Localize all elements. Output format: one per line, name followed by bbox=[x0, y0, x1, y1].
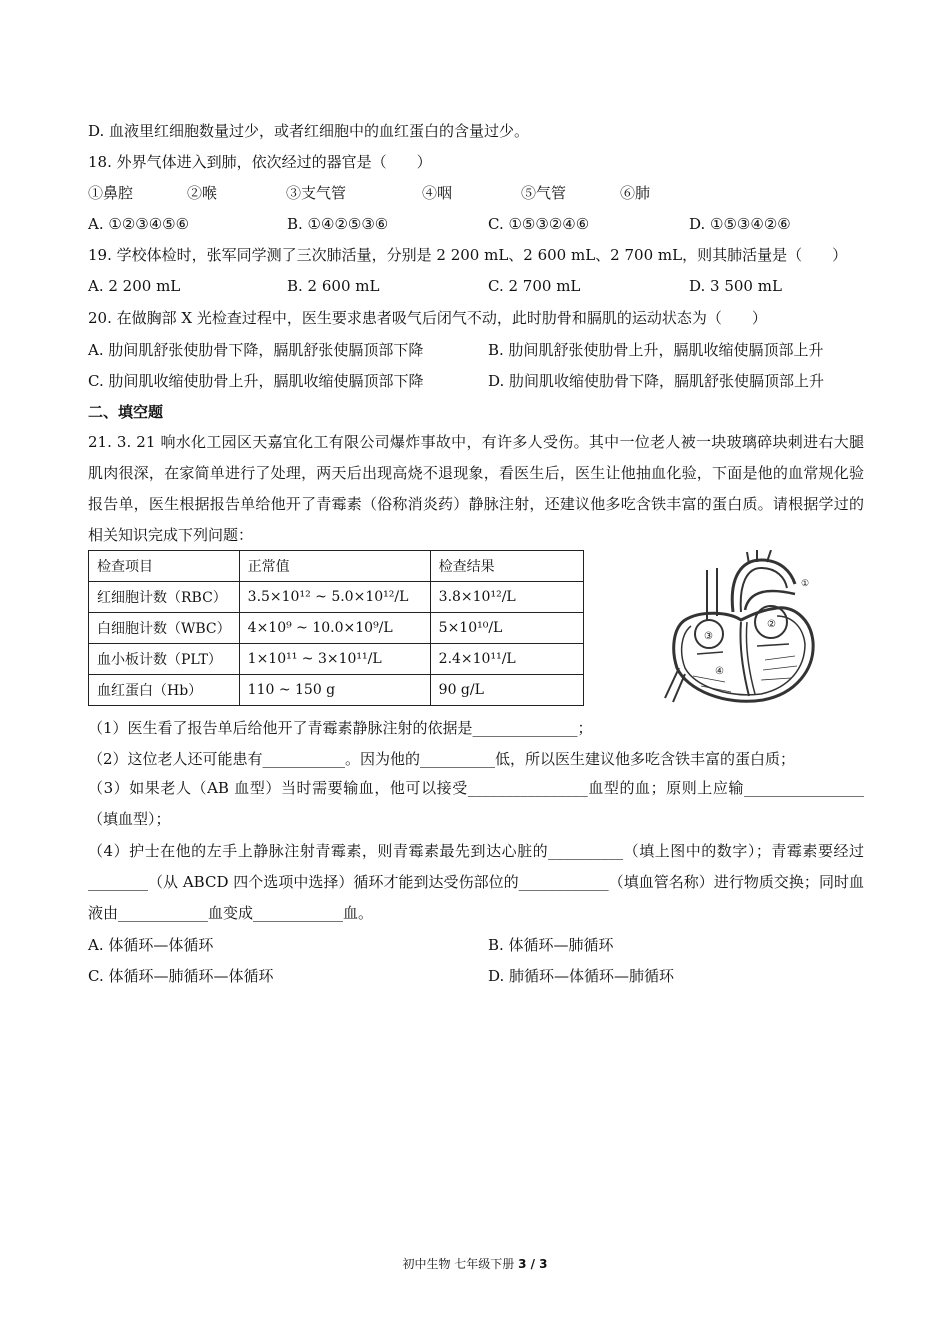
heart-label: ③ bbox=[704, 631, 713, 642]
q19-options bbox=[88, 276, 868, 296]
organ-item: ③支气管 bbox=[286, 184, 347, 202]
organ-item: ①鼻腔 bbox=[88, 184, 134, 202]
table-cell: 3.8×10¹²/L bbox=[430, 582, 583, 613]
option-c: C. 2 700 mL bbox=[488, 277, 581, 295]
heart-diagram bbox=[645, 550, 825, 710]
table-row bbox=[89, 675, 584, 706]
organ-item: ⑥肺 bbox=[620, 184, 651, 202]
option-d: D. 3 500 mL bbox=[689, 277, 782, 295]
organ-item: ②喉 bbox=[187, 184, 218, 202]
option-c: C. ①⑤③②④⑥ bbox=[488, 215, 590, 233]
table-row bbox=[89, 582, 584, 613]
page-number: 3 / 3 bbox=[518, 1257, 548, 1271]
table-row bbox=[89, 613, 584, 644]
option-c: C. 体循环—肺循环—体循环 bbox=[88, 967, 274, 985]
q21-options-row2 bbox=[88, 966, 868, 986]
table-cell: 2.4×10¹¹/L bbox=[430, 644, 583, 675]
heart-label: ② bbox=[767, 619, 776, 630]
option-b: B. 肋间肌舒张使肋骨上升，膈肌收缩使膈顶部上升 bbox=[488, 341, 824, 359]
section-title: 二、填空题 bbox=[88, 403, 164, 421]
table-header: 检查结果 bbox=[430, 551, 583, 582]
q20-stem: 20. 在做胸部 X 光检查过程中，医生要求患者吸气后闭气不动，此时肋骨和膈肌的运动状态为（ ） bbox=[88, 309, 767, 327]
option-a: A. 体循环—体循环 bbox=[88, 936, 214, 954]
option-b: B. ①④②⑤③⑥ bbox=[287, 215, 389, 233]
table-cell: 1×10¹¹ ~ 3×10¹¹/L bbox=[239, 644, 430, 675]
table-row bbox=[89, 644, 584, 675]
table-cell: 血小板计数（PLT） bbox=[89, 644, 240, 675]
table-cell: 110 ~ 150 g bbox=[239, 675, 430, 706]
q21-stem: 21. 3. 21 响水化工园区天嘉宜化工有限公司爆炸事故中，有许多人受伤。其中一位老人被一块玻璃碎块刺进右大腿肌肉很深，在家简单进行了处理，两天后出现高烧不退现象，看医生后，医生让他抽血化验，下面是他的血常规化验报告单，医生根据报告单给他开了青霉素（俗称消炎药）静脉注射，还建议他多吃含铁丰富的蛋白质。请根据学过的相关知识完成下列问题： bbox=[88, 433, 864, 544]
q21-sub3: （3）如果老人（AB 血型）当时需要输血，他可以接受________________血型的血；原则上应输________________（填血型）； bbox=[88, 779, 864, 828]
q18-options bbox=[88, 214, 868, 234]
option-a: A. 肋间肌舒张使肋骨下降，膈肌舒张使膈顶部下降 bbox=[88, 341, 424, 359]
q20-options-row1 bbox=[88, 340, 868, 360]
q21-sub1: （1）医生看了报告单后给他开了青霉素静脉注射的依据是______________； bbox=[88, 719, 593, 737]
option-d: D. ①⑤③④②⑥ bbox=[689, 215, 791, 233]
q18-stem: 18. 外界气体进入到肺，依次经过的器官是（ ） bbox=[88, 153, 432, 171]
table-cell: 血红蛋白（Hb） bbox=[89, 675, 240, 706]
heart-label: ④ bbox=[715, 666, 724, 677]
blood-test-table bbox=[88, 550, 584, 706]
q21-sub2: （2）这位老人还可能患有___________。因为他的__________低，所以医生建议他多吃含铁丰富的蛋白质； bbox=[88, 750, 796, 768]
table-header: 正常值 bbox=[239, 551, 430, 582]
option-c: C. 肋间肌收缩使肋骨上升，膈肌收缩使膈顶部下降 bbox=[88, 372, 424, 390]
page-footer bbox=[0, 1255, 950, 1272]
q20-options-row2 bbox=[88, 371, 868, 391]
table-cell: 白细胞计数（WBC） bbox=[89, 613, 240, 644]
option-a: A. ①②③④⑤⑥ bbox=[88, 215, 190, 233]
option-d: D. 肋间肌收缩使肋骨下降，膈肌舒张使膈顶部上升 bbox=[488, 372, 825, 390]
heart-label: ① bbox=[801, 579, 810, 589]
q18-organs bbox=[88, 183, 868, 203]
table-cell: 4×10⁹ ~ 10.0×10⁹/L bbox=[239, 613, 430, 644]
organ-item: ⑤气管 bbox=[521, 184, 567, 202]
q21-sub4: （4）护士在他的左手上静脉注射青霉素，则青霉素最先到达心脏的__________（填上图中的数字）；青霉素要经过________（从 ABCD 四个选项中选择）循环才能到达受伤部位的____________（填血管名称）进行物质交换；同时血液由____________血变成____________血。 bbox=[88, 842, 864, 922]
option-b: B. 体循环—肺循环 bbox=[488, 936, 614, 954]
table-cell: 红细胞计数（RBC） bbox=[89, 582, 240, 613]
option-b: B. 2 600 mL bbox=[287, 277, 380, 295]
table-cell: 90 g/L bbox=[430, 675, 583, 706]
organ-item: ④咽 bbox=[422, 184, 453, 202]
q19-stem: 19. 学校体检时，张军同学测了三次肺活量，分别是 2 200 mL、2 600 mL、2 700 mL，则其肺活量是（ ） bbox=[88, 246, 848, 264]
table-cell: 3.5×10¹² ~ 5.0×10¹²/L bbox=[239, 582, 430, 613]
q17-option-d: D. 血液里红细胞数量过少，或者红细胞中的血红蛋白的含量过少。 bbox=[88, 122, 530, 140]
q21-options-row1 bbox=[88, 935, 868, 955]
table-cell: 5×10¹⁰/L bbox=[430, 613, 583, 644]
table-header-row bbox=[89, 551, 584, 582]
option-d: D. 肺循环—体循环—肺循环 bbox=[488, 967, 675, 985]
footer-subject: 初中生物 七年级下册 bbox=[402, 1257, 519, 1271]
option-a: A. 2 200 mL bbox=[88, 277, 181, 295]
table-header: 检查项目 bbox=[89, 551, 240, 582]
